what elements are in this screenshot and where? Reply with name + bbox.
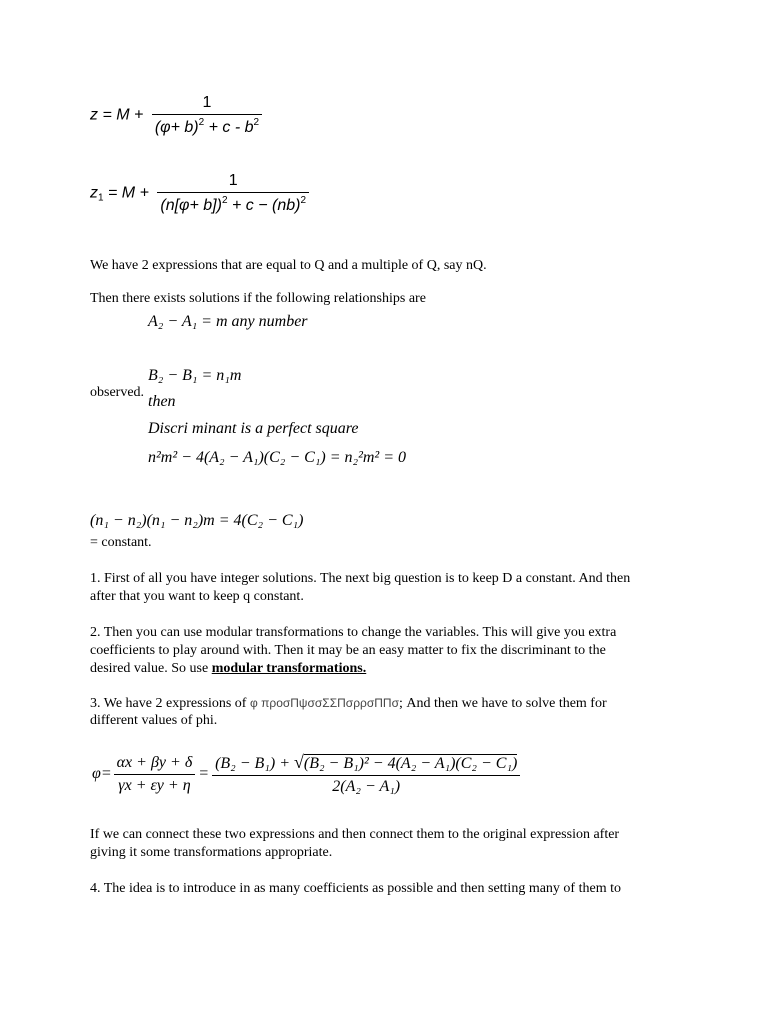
phi-fraction2-denominator: 2(A₂ − A₁) [332, 778, 401, 795]
observed-text: observed. [90, 385, 145, 400]
phi-equation: φ= $\frac{\alpha x + \beta y + \delta}{\gamma x + \varepsilon y + \eta}$ = $\frac{\text{(B₂ − B₁) + √(B₂ − B₁)² − 4(A₂ − A₁)(C₂ − C₁)}}{\text{2(A₂ − A₁)}}$ [92, 752, 520, 796]
item3-line2: different values of phi. [90, 713, 218, 728]
eq1-denominator-a: (φ+ b) [154, 119, 199, 136]
modular-transformations-link: modular transformations. [211, 661, 367, 676]
phi-fraction1-numerator: αx + βy + δ [114, 754, 196, 775]
item2-line3 [90, 660, 366, 678]
phi-lhs: φ= [92, 765, 112, 782]
eq2-lhs-z: z [90, 184, 98, 202]
equation-n-difference: (n₁ − n₂)(n₁ − n₂)m = 4(C₂ − C₁) [90, 512, 304, 529]
phi-fraction2-radicand: (B₂ − B₁)² − 4(A₂ − A₁)(C₂ − C₁) [303, 755, 518, 772]
item1-line1: 1. First of all you have integer solutions. The next big question is to keep D a constant. And then [90, 571, 631, 586]
item1-line2: after that you want to keep q constant. [90, 589, 304, 604]
phi-fraction2-numerator-a: (B₂ − B₁) + [215, 755, 294, 772]
relation-b: B₂ − B₁ = n₁m [148, 367, 242, 384]
eq1-numerator: 1 [152, 94, 262, 115]
equation-z1: $z_1 = M$ + $\frac{1}{(n[\varphi+ b])^2 + c - (nb)^2}$ [90, 172, 309, 215]
item4-line1: 4. The idea is to introduce in as many coefficients as possible and then setting many of them to [90, 881, 621, 896]
paragraph-expressions: We have 2 expressions that are equal to Q and a multiple of Q, say nQ. [90, 258, 487, 273]
item3-line1-text: 3. We have 2 expressions of [90, 696, 250, 711]
eq2-denominator-a: (n[φ+ b]) [160, 197, 222, 214]
item3-line1 [90, 694, 607, 713]
item2-line1: 2. Then you can use modular transformations to change the variables. This will give you extra [90, 625, 617, 640]
eq2-lhs-rest: = M + [103, 184, 149, 202]
then-text: then [148, 393, 176, 410]
relation-a: A₂ − A₁ = m any number [148, 313, 308, 330]
item3-line1-end: ; And then we have to solve them for [399, 696, 607, 711]
item3-symbols: φ προσΠψσσΣΣΠσρρσΠΠσ [249, 696, 400, 710]
paragraph-relationships: Then there exists solutions if the following relationships are [90, 291, 426, 306]
constant-text: = constant. [90, 535, 152, 550]
eq2-denominator-b: + c − (nb) [227, 197, 301, 214]
item2-line3-text: desired value. So use [90, 661, 212, 676]
paragraph-connect-line1: If we can connect these two expressions and then connect them to the original expression after [90, 827, 620, 842]
eq2-numerator: 1 [157, 172, 309, 193]
equation-z: z = M + $\frac{1}{(\varphi+ b)^2 + c - b^2}$ [90, 94, 262, 137]
paragraph-connect-line2: giving it some transformations appropriate. [90, 845, 333, 860]
discriminant-text: Discri minant is a perfect square [148, 420, 359, 437]
phi-fraction1-denominator: γx + εy + η [118, 776, 191, 794]
phi-equals: = [198, 765, 210, 782]
eq1-lhs: z = M + [90, 106, 144, 124]
discriminant-equation: n²m² − 4(A₂ − A₁)(C₂ − C₁) = n₂²m² = 0 [148, 449, 407, 466]
item2-line2: coefficients to play around with. Then it may be an easy matter to fix the discriminant to the [90, 643, 606, 658]
eq1-denominator-b: + c - b [204, 119, 254, 136]
